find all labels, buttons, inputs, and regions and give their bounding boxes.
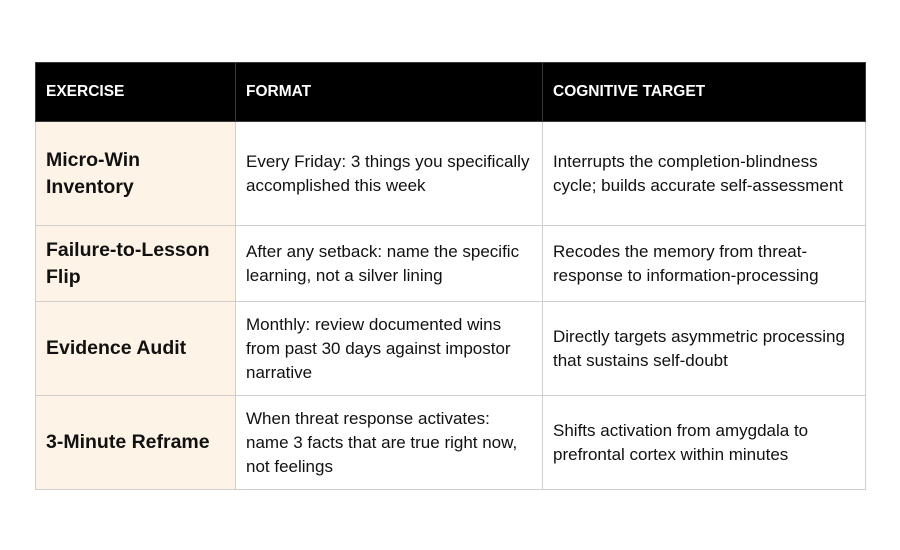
column-header-exercise: EXERCISE xyxy=(36,63,236,122)
column-header-cognitive-target: COGNITIVE TARGET xyxy=(543,63,866,122)
table-row xyxy=(36,302,866,396)
target-cell: Shifts activation from amygdala to prefrontal cortex within minutes xyxy=(543,396,866,490)
format-cell: When threat response activates: name 3 facts that are true right now, not feelings xyxy=(236,396,543,490)
table-row xyxy=(36,396,866,490)
exercise-cell: Failure-to-Lesson Flip xyxy=(36,226,236,302)
exercise-cell: Micro-Win Inventory xyxy=(36,122,236,226)
exercise-table xyxy=(35,62,866,490)
exercise-table-container xyxy=(35,62,865,490)
format-cell: After any setback: name the specific learning, not a silver lining xyxy=(236,226,543,302)
table-row xyxy=(36,122,866,226)
target-cell: Directly targets asymmetric processing that sustains self-doubt xyxy=(543,302,866,396)
table-header xyxy=(36,63,866,122)
table-body xyxy=(36,122,866,490)
column-header-format: FORMAT xyxy=(236,63,543,122)
exercise-cell: Evidence Audit xyxy=(36,302,236,396)
format-cell: Monthly: review documented wins from past 30 days against impostor narrative xyxy=(236,302,543,396)
header-row xyxy=(36,63,866,122)
target-cell: Interrupts the completion-blindness cycle; builds accurate self-assessment xyxy=(543,122,866,226)
format-cell: Every Friday: 3 things you specifically accomplished this week xyxy=(236,122,543,226)
exercise-cell: 3-Minute Reframe xyxy=(36,396,236,490)
target-cell: Recodes the memory from threat-response to information-processing xyxy=(543,226,866,302)
table-row xyxy=(36,226,866,302)
